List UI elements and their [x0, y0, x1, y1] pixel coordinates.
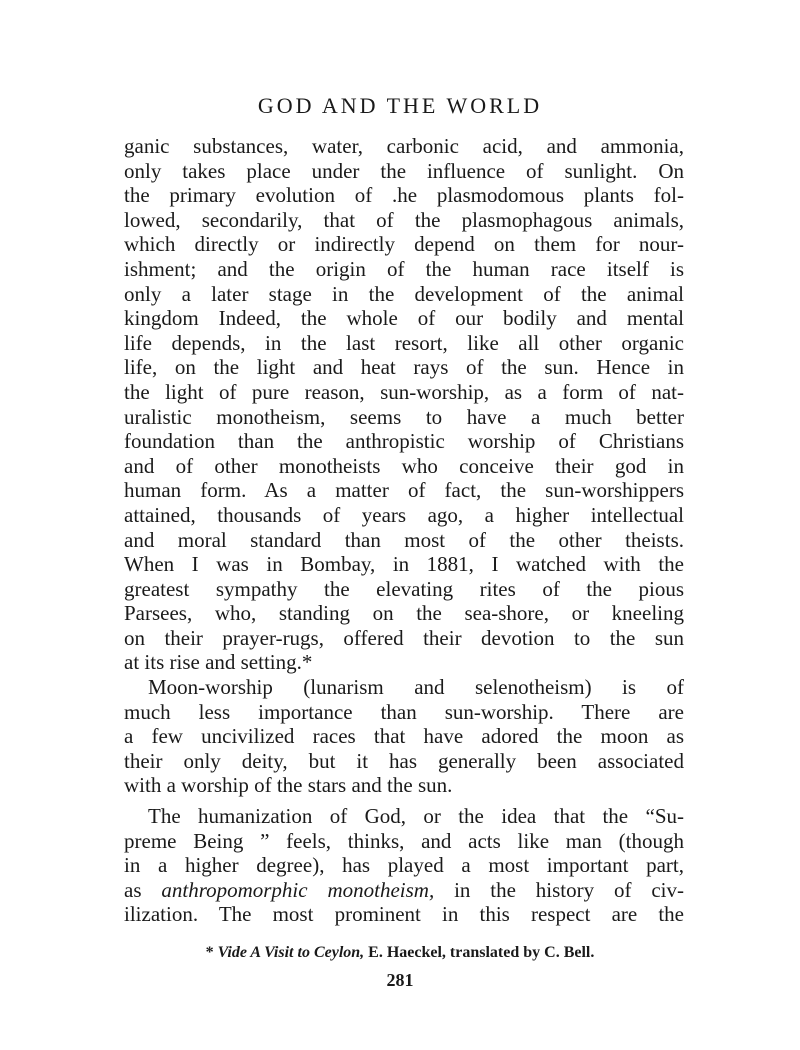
text-line: the light of pure reason, sun-worship, as a form of nat-: [124, 379, 684, 404]
footnote-marker: *: [205, 944, 218, 961]
text-line: much less importance than sun-worship. There are: [124, 699, 684, 724]
line-segment: in the history of civ-: [434, 877, 684, 902]
text-line: which directly or indirectly depend on them for nour-: [124, 232, 684, 257]
text-line: ishment; and the origin of the human race itself is: [124, 256, 684, 281]
text-line: on their prayer-rugs, offered their devotion to the sun: [124, 625, 684, 650]
text-line: lowed, secondarily, that of the plasmophagous animals,: [124, 207, 684, 232]
paragraph-1: [124, 134, 684, 675]
text-line: ilization. The most prominent in this respect are the: [124, 902, 684, 927]
paragraph-3: [124, 804, 684, 927]
text-line: and moral standard than most of the other theists.: [124, 527, 684, 552]
text-line: Parsees, who, standing on the sea-shore, or kneeling: [124, 601, 684, 626]
italic-phrase: anthropomorphic monotheism,: [161, 877, 435, 902]
text-line: When I was in Bombay, in 1881, I watched with the: [124, 552, 684, 577]
text-line: only a later stage in the development of the animal: [124, 281, 684, 306]
running-head: GOD AND THE WORLD: [257, 93, 543, 118]
text-line: life depends, in the last resort, like all other organic: [124, 330, 684, 355]
text-line: only takes place under the influence of sunlight. On: [124, 158, 684, 183]
footnote: [0, 944, 800, 962]
text-line: with a worship of the stars and the sun.: [124, 773, 453, 798]
body-text: [124, 134, 684, 927]
paragraph-2: [124, 675, 684, 798]
text-line: preme Being ” feels, thinks, and acts like man (though: [124, 828, 684, 853]
text-line: the primary evolution of .he plasmodomous plants fol-: [124, 183, 684, 208]
text-line: kingdom Indeed, the whole of our bodily and mental: [124, 306, 684, 331]
page-number: 281: [386, 970, 414, 990]
line-segment: as: [124, 877, 162, 902]
text-line: in a higher degree), has played a most important part,: [124, 853, 684, 878]
text-line: greatest sympathy the elevating rites of the pious: [124, 576, 684, 601]
text-line: foundation than the anthropistic worship of Christians: [124, 429, 684, 454]
text-line: and of other monotheists who conceive their god in: [124, 453, 684, 478]
text-line-with-italic: [124, 878, 684, 903]
text-line: The humanization of God, or the idea that the “Su-: [148, 804, 684, 829]
footnote-source: Vide A Visit to Ceylon,: [217, 944, 365, 961]
text-line: a few uncivilized races that have adored the moon as: [124, 724, 684, 749]
text-line: at its rise and setting.*: [124, 650, 313, 675]
text-line: their only deity, but it has generally been associated: [124, 748, 684, 773]
text-line: attained, thousands of years ago, a higher intellectual: [124, 502, 684, 527]
footnote-citation: E. Haeckel, translated by C. Bell.: [364, 944, 595, 961]
text-line: ganic substances, water, carbonic acid, and ammonia,: [124, 134, 684, 158]
text-line: Moon-worship (lunarism and selenotheism) is of: [148, 675, 684, 700]
text-line: uralistic monotheism, seems to have a much better: [124, 404, 684, 429]
text-line: human form. As a matter of fact, the sun-worshippers: [124, 478, 684, 503]
text-line: life, on the light and heat rays of the sun. Hence in: [124, 355, 684, 380]
